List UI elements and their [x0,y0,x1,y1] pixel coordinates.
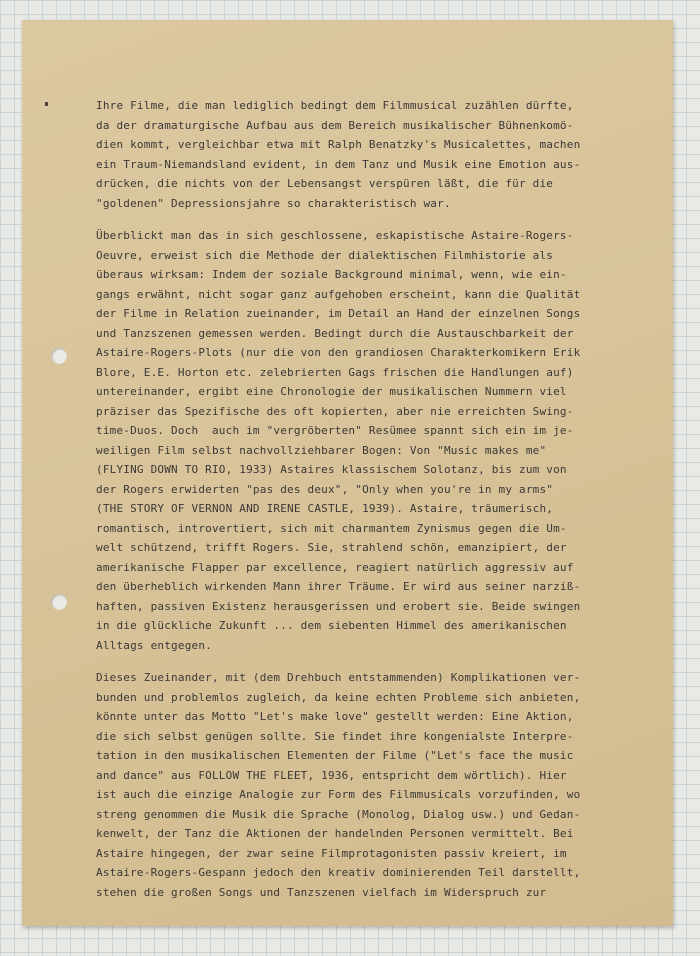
text-line: den überheblich wirkenden Mann ihrer Träume. Er wird aus seiner narziß- [96,580,581,593]
text-line: ein Traum-Niemandsland evident, in dem Tanz und Musik eine Emotion aus- [96,157,581,171]
text-line: überaus wirksam: Indem der soziale Background minimal, wenn, wie ein- [96,268,567,281]
text-line: Astaire hingegen, der zwar seine Filmprotagonisten passiv kreiert, im [96,846,567,860]
text-line: and dance" aus FOLLOW THE FLEET, 1936, entspricht dem wörtlich). Hier [96,768,567,782]
text-line: stehen die großen Songs und Tanzszenen vielfach im Widerspruch zur [96,885,547,899]
text-line: weiligen Film selbst nachvollziehbarer Bogen: Von "Music makes me" [96,443,547,457]
text-line: drücken, die nichts von der Lebensangst verspüren läßt, die für die [96,177,554,190]
text-line: "goldenen" Depressionsjahre so charakteristisch war. [96,196,451,210]
paragraph-2 [96,226,656,655]
text-line: (FLYING DOWN TO RIO, 1933) Astaires klassischem Solotanz, bis zum von [96,463,567,476]
text-line: Astaire-Rogers-Plots (nur die von den grandiosen Charakterkomikern Erik [96,346,581,359]
text-line: bunden und problemlos zugleich, da keine echten Probleme sich anbieten, [96,690,581,704]
text-line: und Tanzszenen gemessen werden. Bedingt durch die Austauschbarkeit der [96,326,574,340]
text-line: Astaire-Rogers-Gespann jedoch den kreativ dominierenden Teil darstellt, [96,866,581,879]
margin-mark [45,102,48,106]
text-line: Ihre Filme, die man lediglich bedingt dem Filmmusical zuzählen dürfte, [96,99,574,112]
text-line: welt schützend, trifft Rogers. Sie, strahlend schön, emanzipiert, der [96,541,567,554]
text-line: präziser das Spezifische des oft kopierten, aber nie erreichten Swing- [96,404,574,418]
text-line: tation in den musikalischen Elementen der Filme ("Let's face the music [96,749,574,762]
text-line: da der dramaturgische Aufbau aus dem Bereich musikalischer Bühnenkomö- [96,118,574,132]
text-line: streng genommen die Musik die Sprache (Monolog, Dialog usw.) und Gedan- [96,807,581,821]
text-line: (THE STORY OF VERNON AND IRENE CASTLE, 1939). Astaire, träumerisch, [96,502,554,515]
text-line: gangs erwähnt, nicht sogar ganz aufgehoben erscheint, kann die Qualität [96,287,581,301]
paragraph-1 [96,96,656,213]
text-line: könnte unter das Motto "Let's make love" gestellt werden: Eine Aktion, [96,710,574,723]
text-line: Überblickt man das in sich geschlossene, eskapistische Astaire-Rogers- [96,229,574,242]
text-line: haften, passiven Existenz herausgerissen und erobert sie. Beide swingen [96,599,581,613]
punch-hole-lower [51,594,67,610]
typewritten-page [22,20,673,926]
text-line: der Rogers erwiderten "pas des deux", "Only when you're in my arms" [96,482,554,496]
text-line: die sich selbst genügen sollte. Sie findet ihre kongenialste Interpre- [96,729,574,743]
text-line: romantisch, introvertiert, sich mit charmantem Zynismus gegen die Um- [96,521,567,535]
body-text [96,96,656,915]
paragraph-3 [96,668,656,902]
text-line: Dieses Zueinander, mit (dem Drehbuch entstammenden) Komplikationen ver- [96,671,581,684]
text-line: kenwelt, der Tanz die Aktionen der handelnden Personen vermittelt. Bei [96,827,574,840]
text-line: in die glückliche Zukunft ... dem siebenten Himmel des amerikanischen [96,619,567,632]
text-line: untereinander, ergibt eine Chronologie der musikalischen Nummern viel [96,385,567,398]
text-line: Alltags entgegen. [96,638,212,652]
text-line: Blore, E.E. Horton etc. zelebrierten Gags frischen die Handlungen auf) [96,365,574,379]
text-line: time-Duos. Doch auch im "vergröberten" Resümee spannt sich ein im je- [96,424,574,437]
text-line: ist auch die einzige Analogie zur Form des Filmmusicals vorzufinden, wo [96,788,581,801]
text-line: Oeuvre, erweist sich die Methode der dialektischen Filmhistorie als [96,248,554,262]
punch-hole-upper [51,348,67,364]
text-line: amerikanische Flapper par excellence, reagiert natürlich aggressiv auf [96,560,574,574]
text-line: dien kommt, vergleichbar etwa mit Ralph Benatzky's Musicalettes, machen [96,138,581,151]
text-line: der Filme in Relation zueinander, im Detail an Hand der einzelnen Songs [96,307,581,320]
